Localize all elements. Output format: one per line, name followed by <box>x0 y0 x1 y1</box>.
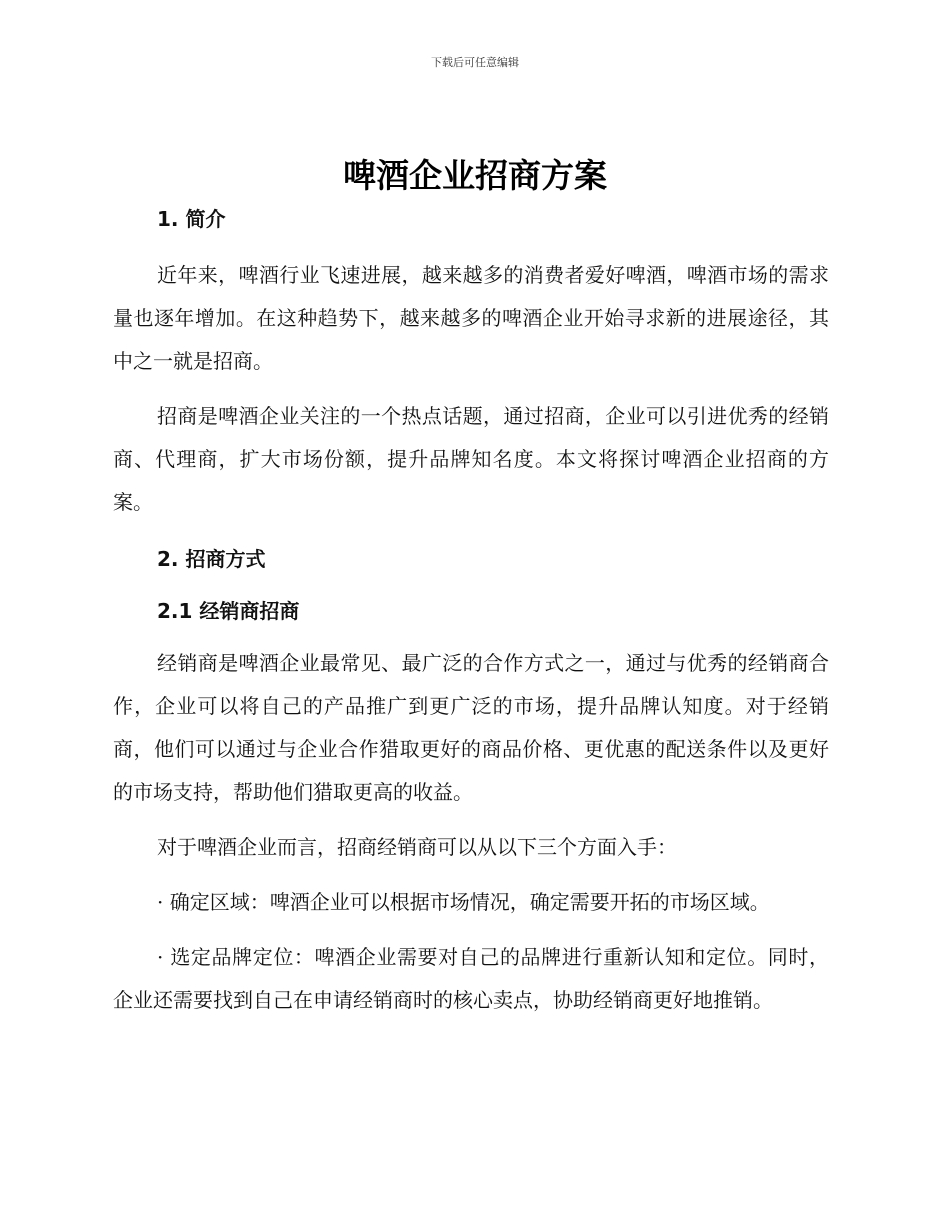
document-body <box>113 202 829 1022</box>
section-heading-methods: 2. 招商方式 <box>157 547 266 571</box>
section-heading-intro: 1. 简介 <box>157 207 226 231</box>
paragraph: 近年来，啤酒行业飞速进展，越来越多的消费者爱好啤酒，啤酒市场的需求量也逐年增加。在这种趋势下，越来越多的啤酒企业开始寻求新的进展途径，其中之一就是招商。 <box>113 263 829 373</box>
paragraph: 对于啤酒企业而言，招商经销商可以从以下三个方面入手： <box>157 835 677 859</box>
page-header-note: 下载后可任意编辑 <box>431 56 519 69</box>
bullet-item: · 确定区域：啤酒企业可以根据市场情况，确定需要开拓的市场区域。 <box>157 890 770 914</box>
document-title: 啤酒企业招商方案 <box>343 156 607 195</box>
section-heading-dealer: 2.1 经销商招商 <box>157 599 300 623</box>
paragraph: 招商是啤酒企业关注的一个热点话题，通过招商，企业可以引进优秀的经销商、代理商，扩大市场份额，提升品牌知名度。本文将探讨啤酒企业招商的方案。 <box>113 404 829 514</box>
paragraph: 经销商是啤酒企业最常见、最广泛的合作方式之一，通过与优秀的经销商合作，企业可以将自己的产品推广到更广泛的市场，提升品牌认知度。对于经销商，他们可以通过与企业合作猎取更好的商品价格、更优惠的配送条件以及更好的市场支持，帮助他们猎取更高的收益。 <box>113 651 829 804</box>
bullet-item: · 选定品牌定位：啤酒企业需要对自己的品牌进行重新认知和定位。同时，企业还需要找到自己在申请经销商时的核心卖点，协助经销商更好地推销。 <box>113 945 829 1012</box>
